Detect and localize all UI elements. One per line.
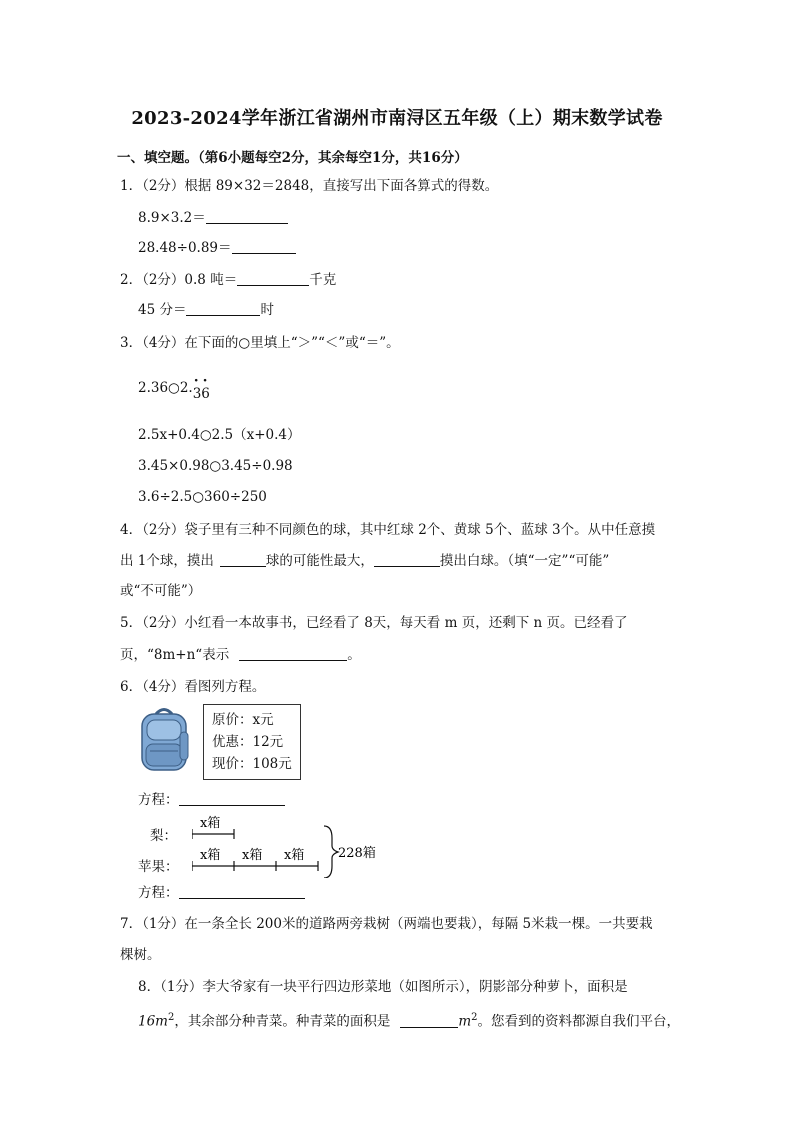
question-4-line-3: 或“不可能”） [120, 583, 202, 599]
question-1-item-a [138, 208, 288, 228]
question-7-line-2: 棵树。 [120, 947, 161, 963]
question-5-text: 页，“8m+n“表示 [120, 647, 230, 663]
question-8-line-1: 8．（1分）李大爷家有一块平行四边形菜地（如图所示），阴影部分种萝卜，面积是 [138, 979, 628, 995]
discount: 优惠：12元 [212, 734, 284, 750]
original-price: 原价：x元 [212, 712, 274, 728]
answer-blank[interactable] [237, 271, 309, 286]
unit: m [458, 1013, 472, 1030]
question-3-item-a [138, 373, 212, 402]
area-value: 16m [138, 1013, 168, 1030]
equation-label: 方程： [138, 792, 179, 808]
question-4-text-b: 球的可能性最大， [265, 553, 374, 569]
answer-blank[interactable] [179, 791, 285, 806]
question-3-item-d: 3.6÷2.5○360÷250 [138, 489, 267, 505]
question-1-item-b-text: 28.48÷0.89＝ [138, 240, 232, 256]
apple-box-label-1: x箱 [200, 848, 221, 863]
backpack-illustration [136, 706, 192, 774]
question-4-text-c: 摸出白球。（填“一定”“可能” [439, 553, 610, 569]
question-8-line-2 [138, 1008, 680, 1032]
apple-box-label-3: x箱 [284, 848, 305, 863]
question-2-unit-b: 时 [260, 302, 274, 318]
price-tag-box [203, 704, 301, 780]
question-2-stem-b: 45 分＝ [138, 302, 187, 318]
apple-box-label-2: x箱 [242, 848, 263, 863]
question-1-item-a-text: 8.9×3.2＝ [138, 210, 206, 226]
answer-blank[interactable] [220, 552, 266, 567]
repeating-digits: 36 [192, 386, 210, 402]
question-7-line-1: 7．（1分）在一条全长 200米的道路两旁栽树（两端也要栽），每隔 5米栽一棵。一共要栽 [120, 916, 653, 932]
repeating-decimal [192, 373, 212, 404]
question-2-unit-a: 千克 [309, 272, 337, 288]
current-price: 现价：108元 [212, 756, 292, 772]
answer-blank[interactable] [400, 1013, 458, 1028]
total-label: 228箱 [338, 846, 376, 861]
equation-label: 方程： [138, 885, 179, 901]
repeat-dots: ·· [193, 373, 212, 389]
pear-box-label: x箱 [200, 816, 221, 831]
answer-blank[interactable] [374, 552, 440, 567]
question-3-item-c: 3.45×0.98○3.45÷0.98 [138, 458, 293, 474]
answer-blank[interactable] [186, 301, 260, 316]
question-5-line-2: 页，“8m+n“表示 。 [120, 647, 361, 663]
question-3-stem: 3．（4分）在下面的○里填上“＞”“＜”或“＝”。 [120, 335, 400, 351]
question-3-item-b: 2.5x+0.4○2.5（x+0.4） [138, 427, 301, 443]
question-2-line-b [138, 300, 274, 320]
question-2-stem-a: 2．（2分）0.8 吨＝ [120, 272, 238, 288]
superscript: 2 [471, 1012, 478, 1023]
section-heading: 一、填空题。（第6小题每空2分，其余每空1分，共16分） [117, 150, 468, 166]
question-4-line-2 [120, 551, 609, 571]
backpack-icon [136, 706, 192, 774]
question-3-item-a-left: 2.36○2. [138, 380, 193, 396]
question-8-text: ，其余部分种青菜。种青菜的面积是 [174, 1013, 391, 1030]
right-brace [324, 826, 338, 878]
pear-label: 梨： [150, 828, 177, 844]
superscript: 2 [167, 1012, 175, 1023]
segment-diagram [192, 812, 392, 878]
question-1-stem: 1．（2分）根据 89×32＝2848，直接写出下面各算式的得数。 [120, 178, 499, 194]
question-6-equation-1 [138, 790, 285, 810]
answer-blank[interactable] [179, 884, 305, 899]
question-4-line-1: 4．（2分）袋子里有三种不同颜色的球，其中红球 2个、黄球 5个、蓝球 3个。从中任意摸 [120, 522, 656, 538]
question-1-item-b [138, 238, 296, 258]
question-8-tail: 。您看到的资料都源自我们平台， [477, 1013, 681, 1030]
question-4-text-a: 出 1个球，摸出 [120, 553, 214, 569]
question-5-line-1: 5．（2分）小红看一本故事书，已经看了 8天，每天看 m 页，还剩下 n 页。已经看了 [120, 615, 628, 631]
page-title: 2023-2024学年浙江省湖州市南浔区五年级（上）期末数学试卷 [131, 108, 663, 129]
apple-label: 苹果： [138, 859, 179, 875]
question-2-line-a [120, 270, 336, 290]
answer-blank[interactable] [239, 646, 347, 661]
question-6-equation-2 [138, 883, 305, 903]
answer-blank[interactable] [206, 209, 288, 224]
segment-diagram-svg [192, 812, 392, 878]
answer-blank[interactable] [232, 239, 296, 254]
question-6-stem: 6．（4分）看图列方程。 [120, 679, 266, 695]
